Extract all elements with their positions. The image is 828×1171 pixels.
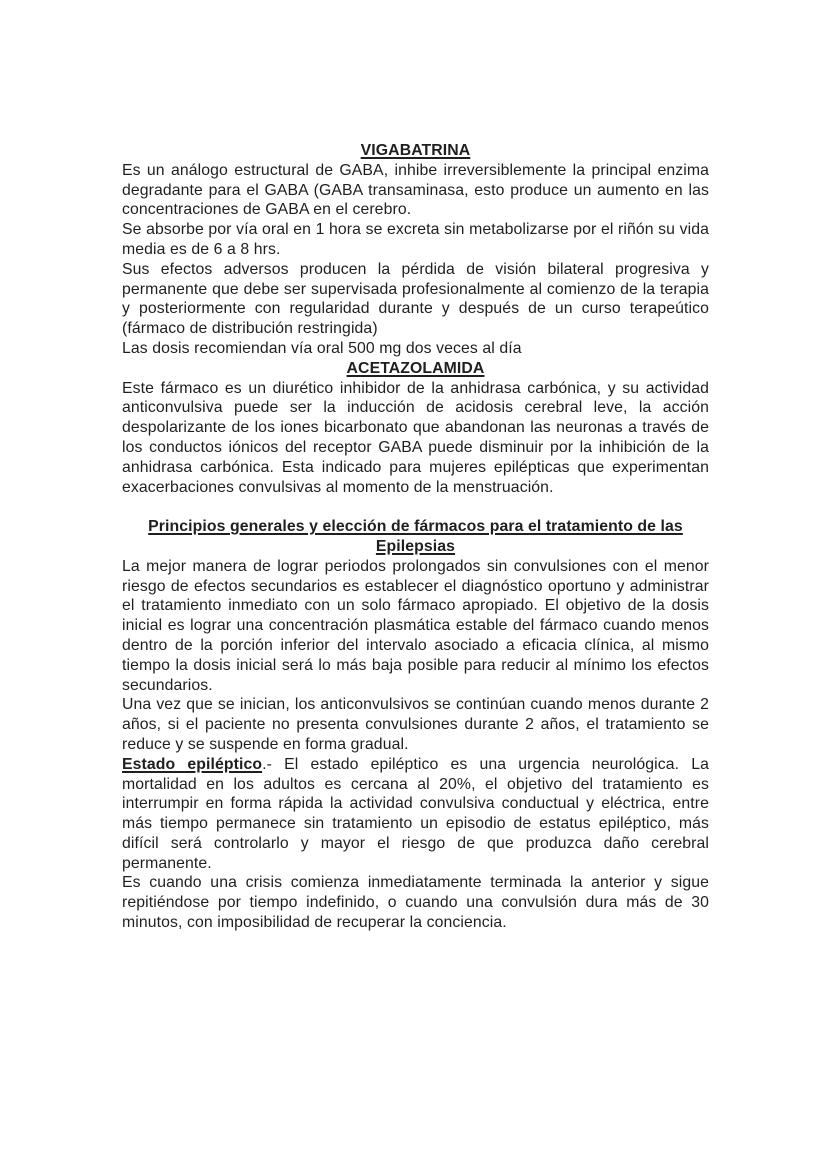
paragraph-principios-1: La mejor manera de lograr periodos prolongados sin convulsiones con el menor riesgo de efectos secundarios es establecer el diagnóstico oportuno y administrar el tratamiento inmediato con un solo fármaco apropiado. El objetivo de la dosis inicial es lograr una concentración plasmática estable del fármaco cuando menos dentro de la porción inferior del intervalo asociado a eficacia clínica, al mismo tiempo la dosis inicial será lo más baja posible para reducir al mínimo los efectos secundarios. bbox=[122, 557, 709, 694]
paragraph-vigabatrina-4: Las dosis recomiendan vía oral 500 mg dos veces al día bbox=[122, 339, 522, 357]
paragraph-vigabatrina-1: Es un análogo estructural de GABA, inhibe irreversiblemente la principal enzima degradante para el GABA (GABA transaminasa, esto produce un aumento en las concentraciones de GABA en el cerebro. bbox=[122, 161, 709, 219]
paragraph-closing: Es cuando una crisis comienza inmediatamente terminada la anterior y sigue repitiéndose por tiempo indefinido, o cuando una convulsión dura más de 30 minutos, con imposibilidad de recuperar la conciencia. bbox=[122, 874, 709, 932]
heading-principios bbox=[122, 517, 709, 557]
blank-line bbox=[122, 497, 709, 517]
heading-vigabatrina-text: VIGABATRINA bbox=[360, 142, 471, 159]
heading-vigabatrina bbox=[122, 141, 709, 161]
paragraph-estado-epileptico bbox=[122, 755, 709, 874]
paragraph-acetazolamida-1: Este fármaco es un diurético inhibidor de la anhidrasa carbónica, y su actividad anticonvulsiva puede ser la inducción de acidosis cerebral leve, la acción despolarizante de los iones bicarbonato que abandonan las neuronas a través de los conductos iónicos del receptor GABA puede disminuir por la inhibición de la anhidrasa carbónica. Esta indicado para mujeres epilépticas que experimentan exacerbaciones convulsivas al momento de la menstruación. bbox=[122, 379, 709, 496]
heading-principios-line2: Epilepsias bbox=[375, 537, 456, 555]
heading-principios-line1: Principios generales y elección de fármacos para el tratamiento de las bbox=[148, 518, 683, 536]
paragraph-vigabatrina-2: Se absorbe por vía oral en 1 hora se excreta sin metabolizarse por el riñón su vida media es de 6 a 8 hrs. bbox=[122, 221, 709, 258]
paragraph-principios-2: Una vez que se inician, los anticonvulsivos se continúan cuando menos durante 2 años, si el paciente no presenta convulsiones durante 2 años, el tratamiento se reduce y se suspende en forma gradual. bbox=[122, 696, 709, 753]
heading-acetazolamida-text: ACETAZOLAMIDA bbox=[346, 359, 485, 377]
paragraph-vigabatrina-3: Sus efectos adversos producen la pérdida de visión bilateral progresiva y permanente que debe ser supervisada profesionalmente al comienzo de la terapia y posteriormente con regularidad durante y después de un curso terapeútico (fármaco de distribución restringida) bbox=[122, 260, 709, 338]
estado-epileptico-lead: Estado epiléptico bbox=[122, 755, 263, 773]
heading-acetazolamida bbox=[122, 359, 709, 379]
estado-epileptico-rest: .- El estado epiléptico es una urgencia neurológica. La mortalidad en los adultos es cercana al 20%, el objetivo del tratamiento es interrumpir en forma rápida la actividad convulsiva conductual y eléctrica, entre más tiempo permanece sin tratamiento un episodio de estatus epiléptico, más difícil será controlarlo y mayor el riesgo de que produzca daño cerebral permanente. bbox=[122, 755, 709, 872]
document-content bbox=[122, 141, 709, 933]
